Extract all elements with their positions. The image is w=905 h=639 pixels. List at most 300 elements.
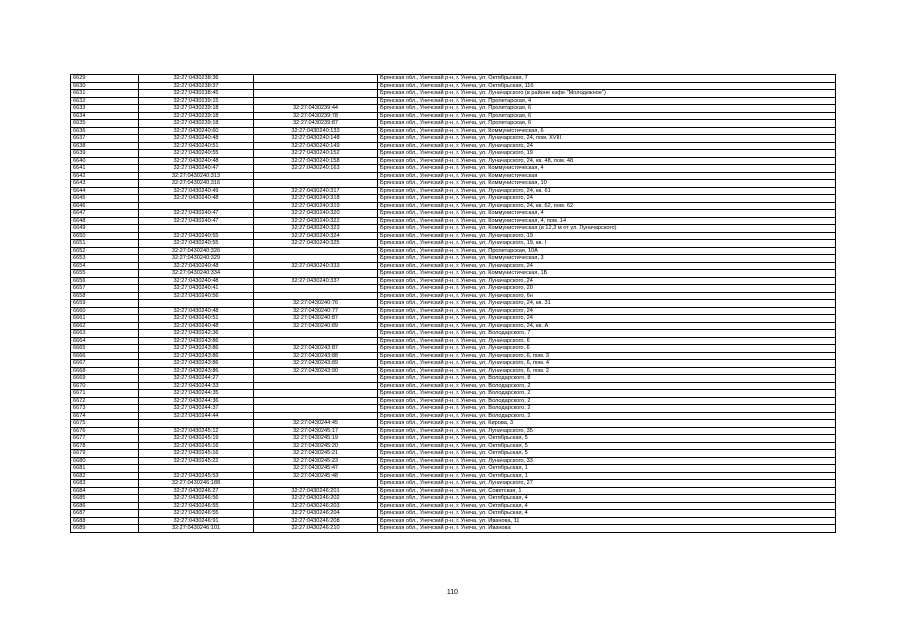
address-cell: Брянская обл., Унечский р-н, г. Унеча, ул. Пролетарская, 6 [378,112,836,120]
row-number-cell: 6636 [71,127,139,135]
table-body [71,75,836,533]
address-cell: Брянская обл., Унечский р-н, г. Унеча, ул. Володарского, 7 [378,330,836,338]
row-number-cell: 6635 [71,120,139,128]
parcel-number-cell: 32:27:0430238:36 [139,75,254,83]
row-number-cell: 6648 [71,217,139,225]
object-number-cell [254,405,378,413]
parcel-number-cell: 32:27:0430244:37 [139,405,254,413]
address-cell: Брянская обл., Унечский р-н, г. Унеча, ул. Луначарского, 27 [378,480,836,488]
parcel-number-cell: 32:27:0430240:56 [139,292,254,300]
object-number-cell [254,285,378,293]
table-row [71,75,836,83]
parcel-number-cell: 32:27:0430245:16 [139,442,254,450]
parcel-number-cell: 32:27:0430246:101 [139,525,254,533]
object-number-cell: 32:27:0430240:325 [254,240,378,248]
row-number-cell: 6679 [71,450,139,458]
object-number-cell [254,480,378,488]
object-number-cell: 32:27:0430240:333 [254,262,378,270]
object-number-cell [254,397,378,405]
address-cell: Брянская обл., Унечский р-н, г. Унеча, ул. Октябрьская, 5 [378,442,836,450]
table-row [71,270,836,278]
parcel-number-cell: 32:27:0430244:35 [139,390,254,398]
table-row [71,225,836,233]
table-row [71,337,836,345]
table-row [71,172,836,180]
parcel-number-cell: 32:27:0430245:16 [139,450,254,458]
table-row [71,120,836,128]
row-number-cell: 6658 [71,292,139,300]
object-number-cell: 32:27:0430240:323 [254,225,378,233]
address-cell: Брянская обл., Унечский р-н, г. Унеча, ул. Луначарского, 24, кв. 61 [378,187,836,195]
table-row [71,232,836,240]
row-number-cell: 6673 [71,405,139,413]
object-number-cell [254,247,378,255]
parcel-number-cell: 32:27:0430243:86 [139,352,254,360]
parcel-number-cell: 32:27:0430240:48 [139,307,254,315]
parcel-number-cell: 32:27:0430244:27 [139,375,254,383]
row-number-cell: 6656 [71,277,139,285]
address-cell: Брянская обл., Унечский р-н, г. Унеча, ул. Луначарского, 24, кв. А [378,322,836,330]
table-row [71,345,836,353]
address-cell: Брянская обл., Унечский р-н, г. Унеча, ул. Луначарского, 20 [378,285,836,293]
object-number-cell: 32:27:0430243:90 [254,367,378,375]
object-number-cell [254,255,378,263]
table-row [71,330,836,338]
row-number-cell: 6668 [71,367,139,375]
table-row [71,165,836,173]
row-number-cell: 6669 [71,375,139,383]
address-cell: Брянская обл., Унечский р-н, г. Унеча, ул. Октябрьская, 1 [378,472,836,480]
address-cell: Брянская обл., Унечский р-н, г. Унеча, ул. Луначарского, 19 [378,232,836,240]
object-number-cell [254,82,378,90]
object-number-cell: 32:27:0430240:87 [254,315,378,323]
address-cell: Брянская обл., Унечский р-н, г. Унеча, ул. Луначарского, 24, пом. XVIII [378,135,836,143]
address-cell: Брянская обл., Унечский р-н, г. Унеча, ул. Иванова, 11 [378,517,836,525]
row-number-cell: 6677 [71,435,139,443]
parcel-number-cell: 32:27:0430246:56 [139,495,254,503]
table-row [71,262,836,270]
row-number-cell: 6675 [71,420,139,428]
table-row [71,487,836,495]
parcel-number-cell: 32:27:0430240:48 [139,195,254,203]
parcel-number-cell: 32:27:0430242:36 [139,330,254,338]
table-row [71,360,836,368]
table-row [71,150,836,158]
table-row [71,322,836,330]
object-number-cell: 32:27:0430246:201 [254,487,378,495]
parcel-number-cell: 32:27:0430240:49 [139,187,254,195]
parcel-number-cell [139,202,254,210]
address-cell: Брянская обл., Унечский р-н, г. Унеча, ул. Луначарского, 6, пом. 4 [378,360,836,368]
object-number-cell: 32:27:0430246:210 [254,525,378,533]
parcel-number-cell: 32:27:0430240:48 [139,322,254,330]
row-number-cell: 6682 [71,472,139,480]
object-number-cell [254,375,378,383]
object-number-cell [254,75,378,83]
address-cell: Брянская обл., Унечский р-н, г. Унеча, ул. Луначарского, 6 [378,337,836,345]
parcel-number-cell: 32:27:0430239:15 [139,97,254,105]
object-number-cell: 32:27:0430245:48 [254,472,378,480]
table-row [71,277,836,285]
row-number-cell: 6642 [71,172,139,180]
parcel-number-cell: 32:27:0430240:329 [139,255,254,263]
row-number-cell: 6685 [71,495,139,503]
parcel-number-cell: 32:27:0430245:53 [139,472,254,480]
address-cell: Брянская обл., Унечский р-н, г. Унеча, ул. Луначарского, 6н [378,292,836,300]
address-cell: Брянская обл., Унечский р-н, г. Унеча, ул. Октябрьская, 4 [378,495,836,503]
parcel-number-cell: 32:27:0430246:55 [139,510,254,518]
table-row [71,202,836,210]
address-cell: Брянская обл., Унечский р-н, г. Унеча, ул. Луначарского, 24 [378,195,836,203]
object-number-cell: 32:27:0430240:324 [254,232,378,240]
row-number-cell: 6638 [71,142,139,150]
object-number-cell: 32:27:0430245:19 [254,435,378,443]
address-cell: Брянская обл., Унечский р-н, г. Унеча, ул. Володарского, 2 [378,390,836,398]
parcel-number-cell: 32:27:0430240:60 [139,127,254,135]
object-number-cell [254,270,378,278]
object-number-cell: 32:27:0430240:322 [254,217,378,225]
table-row [71,352,836,360]
parcel-number-cell: 32:27:0430240:51 [139,142,254,150]
address-cell: Брянская обл., Унечский р-н, г. Унеча, ул. Пролетарская, 10А [378,247,836,255]
row-number-cell: 6630 [71,82,139,90]
address-cell: Брянская обл., Унечский р-н, г. Унеча, ул. Коммунистическая, 4 [378,165,836,173]
table-row [71,367,836,375]
parcel-number-cell: 32:27:0430240:47 [139,217,254,225]
object-number-cell: 32:27:0430240:337 [254,277,378,285]
table-row [71,217,836,225]
parcel-number-cell: 32:27:0430244:33 [139,382,254,390]
row-number-cell: 6647 [71,210,139,218]
table-row [71,255,836,263]
row-number-cell: 6634 [71,112,139,120]
object-number-cell: 32:27:0430245:21 [254,450,378,458]
address-cell: Брянская обл., Унечский р-н, г. Унеча, ул. Луначарского, 6, пом. 3 [378,352,836,360]
row-number-cell: 6652 [71,247,139,255]
row-number-cell: 6688 [71,517,139,525]
parcel-number-cell: 32:27:0430240:334 [139,270,254,278]
table-row [71,285,836,293]
table-row [71,82,836,90]
table-row [71,97,836,105]
parcel-number-cell: 32:27:0430240:48 [139,157,254,165]
table-row [71,292,836,300]
address-cell: Брянская обл., Унечский р-н, г. Унеча, ул. Луначарского, 24 [378,315,836,323]
object-number-cell: 32:27:0430240:163 [254,165,378,173]
object-number-cell: 32:27:0430243:89 [254,360,378,368]
row-number-cell: 6660 [71,307,139,315]
object-number-cell: 32:27:0430240:318 [254,195,378,203]
table-row [71,180,836,188]
row-number-cell: 6629 [71,75,139,83]
object-number-cell: 32:27:0430246:208 [254,517,378,525]
table-row [71,397,836,405]
row-number-cell: 6663 [71,330,139,338]
address-cell: Брянская обл., Унечский р-н, г. Унеча, ул. Коммунистическая, 4, пом. 14 [378,217,836,225]
address-cell: Брянская обл., Унечский р-н, г. Унеча, ул. Володарского, 2 [378,405,836,413]
address-cell: Брянская обл., Унечский р-н, г. Унеча, ул. Октябрьская, 4 [378,510,836,518]
address-cell: Брянская обл., Унечский р-н, г. Унеча, ул. Луначарского, 6 [378,345,836,353]
row-number-cell: 6641 [71,165,139,173]
parcel-number-cell: 32:27:0430239:18 [139,105,254,113]
table-row [71,480,836,488]
table-row [71,495,836,503]
object-number-cell: 32:27:0430240:158 [254,157,378,165]
object-number-cell: 32:27:0430243:88 [254,352,378,360]
row-number-cell: 6651 [71,240,139,248]
object-number-cell: 32:27:0430240:148 [254,135,378,143]
object-number-cell [254,172,378,180]
address-cell: Брянская обл., Унечский р-н, г. Унеча, ул. Коммунистическая, 3 [378,255,836,263]
object-number-cell: 32:27:0430240:77 [254,307,378,315]
table-row [71,157,836,165]
address-cell: Брянская обл., Унечский р-н, г. Унеча, ул. Луначарского, 19 [378,150,836,158]
table-row [71,135,836,143]
table-row [71,435,836,443]
table-row [71,210,836,218]
object-number-cell [254,292,378,300]
object-number-cell [254,90,378,98]
object-number-cell: 32:27:0430245:17 [254,427,378,435]
parcel-number-cell: 32:27:0430240:51 [139,315,254,323]
address-cell: Брянская обл., Унечский р-н, г. Унеча, ул. Луначарского, 19, кв. I [378,240,836,248]
table-row [71,382,836,390]
parcel-number-cell: 32:27:0430240:47 [139,165,254,173]
parcel-number-cell: 32:27:0430244:36 [139,397,254,405]
parcel-number-cell [139,300,254,308]
parcel-number-cell [139,420,254,428]
address-cell: Брянская обл., Унечский р-н, г. Унеча, ул. Пролетарская, 4 [378,97,836,105]
table-row [71,375,836,383]
table-row [71,450,836,458]
table-row [71,390,836,398]
address-cell: Брянская обл., Унечский р-н, г. Унеча, ул. Луначарского, 24, кв. 31 [378,300,836,308]
address-cell: Брянская обл., Унечский р-н, г. Унеча, ул. Володарского, 2 [378,412,836,420]
row-number-cell: 6689 [71,525,139,533]
parcel-number-cell: 32:27:0430240:55 [139,150,254,158]
parcel-number-cell: 32:27:0430240:313 [139,172,254,180]
row-number-cell: 6671 [71,390,139,398]
table-row [71,105,836,113]
object-number-cell [254,382,378,390]
address-cell: Брянская обл., Унечский р-н, г. Унеча, ул. Володарского, 2 [378,382,836,390]
parcel-number-cell: 32:27:0430246:55 [139,502,254,510]
row-number-cell: 6684 [71,487,139,495]
table-row [71,510,836,518]
address-cell: Брянская обл., Унечский р-н, г. Унеча, ул. Луначарского, 24, кв. 48, пом. 48 [378,157,836,165]
row-number-cell: 6683 [71,480,139,488]
address-cell: Брянская обл., Унечский р-н, г. Унеча, ул. Луначарского, 24 [378,262,836,270]
address-cell: Брянская обл., Унечский р-н, г. Унеча, ул. Октябрьская, 5 [378,450,836,458]
address-cell: Брянская обл., Унечский р-н, г. Унеча, ул. Советская, 1 [378,487,836,495]
object-number-cell: 32:27:0430239:78 [254,112,378,120]
parcel-number-cell: 32:27:0430238:37 [139,82,254,90]
address-cell: Брянская обл., Унечский р-н, г. Унеча, ул. Володарского, 2 [378,397,836,405]
table-row [71,127,836,135]
parcel-number-cell: 32:27:0430244:44 [139,412,254,420]
row-number-cell: 6637 [71,135,139,143]
parcel-number-cell: 32:27:0430240:48 [139,277,254,285]
table-row [71,112,836,120]
table-row [71,427,836,435]
row-number-cell: 6639 [71,150,139,158]
row-number-cell: 6680 [71,457,139,465]
object-number-cell: 32:27:0430245:23 [254,457,378,465]
table-row [71,187,836,195]
table-row [71,90,836,98]
address-cell: Брянская обл., Унечский р-н, г. Унеча, ул. Октябрьская, 7 [378,75,836,83]
address-cell: Брянская обл., Унечский р-н, г. Унеча, ул. Луначарского, 24 [378,277,836,285]
table-row [71,525,836,533]
table-row [71,195,836,203]
row-number-cell: 6664 [71,337,139,345]
parcel-number-cell: 32:27:0430240:41 [139,285,254,293]
row-number-cell: 6659 [71,300,139,308]
parcel-number-cell: 32:27:0430239:18 [139,120,254,128]
parcel-number-cell: 32:27:0430243:86 [139,360,254,368]
row-number-cell: 6662 [71,322,139,330]
object-number-cell: 32:27:0430246:202 [254,495,378,503]
row-number-cell: 6646 [71,202,139,210]
row-number-cell: 6631 [71,90,139,98]
object-number-cell: 32:27:0430243:87 [254,345,378,353]
address-cell: Брянская обл., Унечский р-н, г. Унеча, ул. Коммунистическая, 1Б [378,270,836,278]
row-number-cell: 6632 [71,97,139,105]
row-number-cell: 6681 [71,465,139,473]
parcel-number-cell: 32:27:0430240:47 [139,210,254,218]
address-cell: Брянская обл., Унечский р-н, г. Унеча, ул. Октябрьская, 5 [378,435,836,443]
row-number-cell: 6654 [71,262,139,270]
table-row [71,247,836,255]
row-number-cell: 6655 [71,270,139,278]
row-number-cell: 6666 [71,352,139,360]
parcel-number-cell [139,225,254,233]
row-number-cell: 6653 [71,255,139,263]
address-cell: Брянская обл., Унечский р-н, г. Унеча, ул. Иванова [378,525,836,533]
address-cell: Брянская обл., Унечский р-н, г. Унеча, ул. Володарского, 8 [378,375,836,383]
table-row [71,307,836,315]
table-row [71,300,836,308]
object-number-cell: 32:27:0430245:20 [254,442,378,450]
object-number-cell: 32:27:0430239:87 [254,120,378,128]
parcel-number-cell: 32:27:0430246:27 [139,487,254,495]
address-cell: Брянская обл., Унечский р-н, г. Унеча, ул. Пролетарская, 6 [378,120,836,128]
parcel-number-cell: 32:27:0430239:18 [139,112,254,120]
page-number: 110 [446,589,459,596]
parcel-number-cell: 32:27:0430245:22 [139,457,254,465]
parcel-number-cell: 32:27:0430246:91 [139,517,254,525]
row-number-cell: 6650 [71,232,139,240]
parcel-number-cell: 32:27:0430240:326 [139,247,254,255]
table-row [71,465,836,473]
table-row [71,315,836,323]
row-number-cell: 6645 [71,195,139,203]
object-number-cell [254,337,378,345]
table-row [71,240,836,248]
address-cell: Брянская обл., Унечский р-н, г. Унеча, ул. Коммунистическая, 10 [378,180,836,188]
parcel-number-cell: 32:27:0430240:55 [139,240,254,248]
object-number-cell: 32:27:0430240:76 [254,300,378,308]
row-number-cell: 6667 [71,360,139,368]
address-cell: Брянская обл., Унечский р-н, г. Унеча, ул. Луначарского (в районе кафе "Молодежное") [378,90,836,98]
address-cell: Брянская обл., Унечский р-н, г. Унеча, ул. Коммунистическая (в 12,3 м от ул. Луначарского) [378,225,836,233]
parcel-number-cell: 32:27:0430246:188 [139,480,254,488]
object-number-cell: 32:27:0430240:319 [254,202,378,210]
address-cell: Брянская обл., Унечский р-н, г. Унеча, ул. Кирова, 3 [378,420,836,428]
row-number-cell: 6643 [71,180,139,188]
row-number-cell: 6644 [71,187,139,195]
parcel-number-cell: 32:27:0430240:48 [139,262,254,270]
object-number-cell: 32:27:0430239:44 [254,105,378,113]
parcel-number-cell: 32:27:0430243:86 [139,367,254,375]
object-number-cell: 32:27:0430240:317 [254,187,378,195]
row-number-cell: 6633 [71,105,139,113]
row-number-cell: 6661 [71,315,139,323]
address-cell: Брянская обл., Унечский р-н, г. Унеча, ул. Луначарского, 24 [378,307,836,315]
object-number-cell [254,390,378,398]
address-cell: Брянская обл., Унечский р-н, г. Унеча, ул. Луначарского, 33 [378,457,836,465]
address-cell: Брянская обл., Унечский р-н, г. Унеча, ул. Пролетарская, 6 [378,105,836,113]
address-cell: Брянская обл., Унечский р-н, г. Унеча, ул. Октябрьская, 1 [378,465,836,473]
table-row [71,517,836,525]
table-row [71,442,836,450]
object-number-cell [254,180,378,188]
object-number-cell [254,97,378,105]
parcel-number-cell: 32:27:0430240:55 [139,232,254,240]
object-number-cell: 32:27:0430244:45 [254,420,378,428]
table-row [71,502,836,510]
table-row [71,142,836,150]
parcel-number-cell: 32:27:0430240:48 [139,135,254,143]
address-cell: Брянская обл., Унечский р-н, г. Унеча, ул. Луначарского, 6, пом. 2 [378,367,836,375]
table-row [71,420,836,428]
object-number-cell: 32:27:0430246:204 [254,510,378,518]
object-number-cell [254,412,378,420]
table-row [71,412,836,420]
address-cell: Брянская обл., Унечский р-н, г. Унеча, ул. Коммунистическая, 6 [378,127,836,135]
parcel-number-cell: 32:27:0430243:86 [139,337,254,345]
object-number-cell: 32:27:0430246:203 [254,502,378,510]
address-cell: Брянская обл., Унечский р-н, г. Унеча, ул. Луначарского, 35 [378,427,836,435]
table-row [71,472,836,480]
table-row [71,457,836,465]
object-number-cell: 32:27:0430240:320 [254,210,378,218]
parcel-number-cell: 32:27:0430240:316 [139,180,254,188]
document-table [70,74,836,533]
address-cell: Брянская обл., Унечский р-н, г. Унеча, ул. Коммунистическая, 4 [378,210,836,218]
object-number-cell: 32:27:0430240:89 [254,322,378,330]
address-cell: Брянская обл., Унечский р-н, г. Унеча, ул. Октябрьская, 4 [378,502,836,510]
parcel-number-cell [139,465,254,473]
row-number-cell: 6649 [71,225,139,233]
object-number-cell: 32:27:0430240:133 [254,127,378,135]
object-number-cell: 32:27:0430240:149 [254,142,378,150]
parcel-number-cell: 32:27:0430245:19 [139,435,254,443]
address-cell: Брянская обл., Унечский р-н, г. Унеча, ул. Октябрьская, 11б [378,82,836,90]
row-number-cell: 6665 [71,345,139,353]
row-number-cell: 6686 [71,502,139,510]
parcel-number-cell: 32:27:0430243:86 [139,345,254,353]
object-number-cell: 32:27:0430245:47 [254,465,378,473]
object-number-cell [254,330,378,338]
row-number-cell: 6676 [71,427,139,435]
address-cell: Брянская обл., Унечский р-н, г. Унеча, ул. Луначарского, 24, кв. 62, пом. 62 [378,202,836,210]
address-cell: Брянская обл., Унечский р-н, г. Унеча, ул. Луначарского, 24 [378,142,836,150]
row-number-cell: 6674 [71,412,139,420]
row-number-cell: 6640 [71,157,139,165]
row-number-cell: 6670 [71,382,139,390]
object-number-cell: 32:27:0430240:152 [254,150,378,158]
